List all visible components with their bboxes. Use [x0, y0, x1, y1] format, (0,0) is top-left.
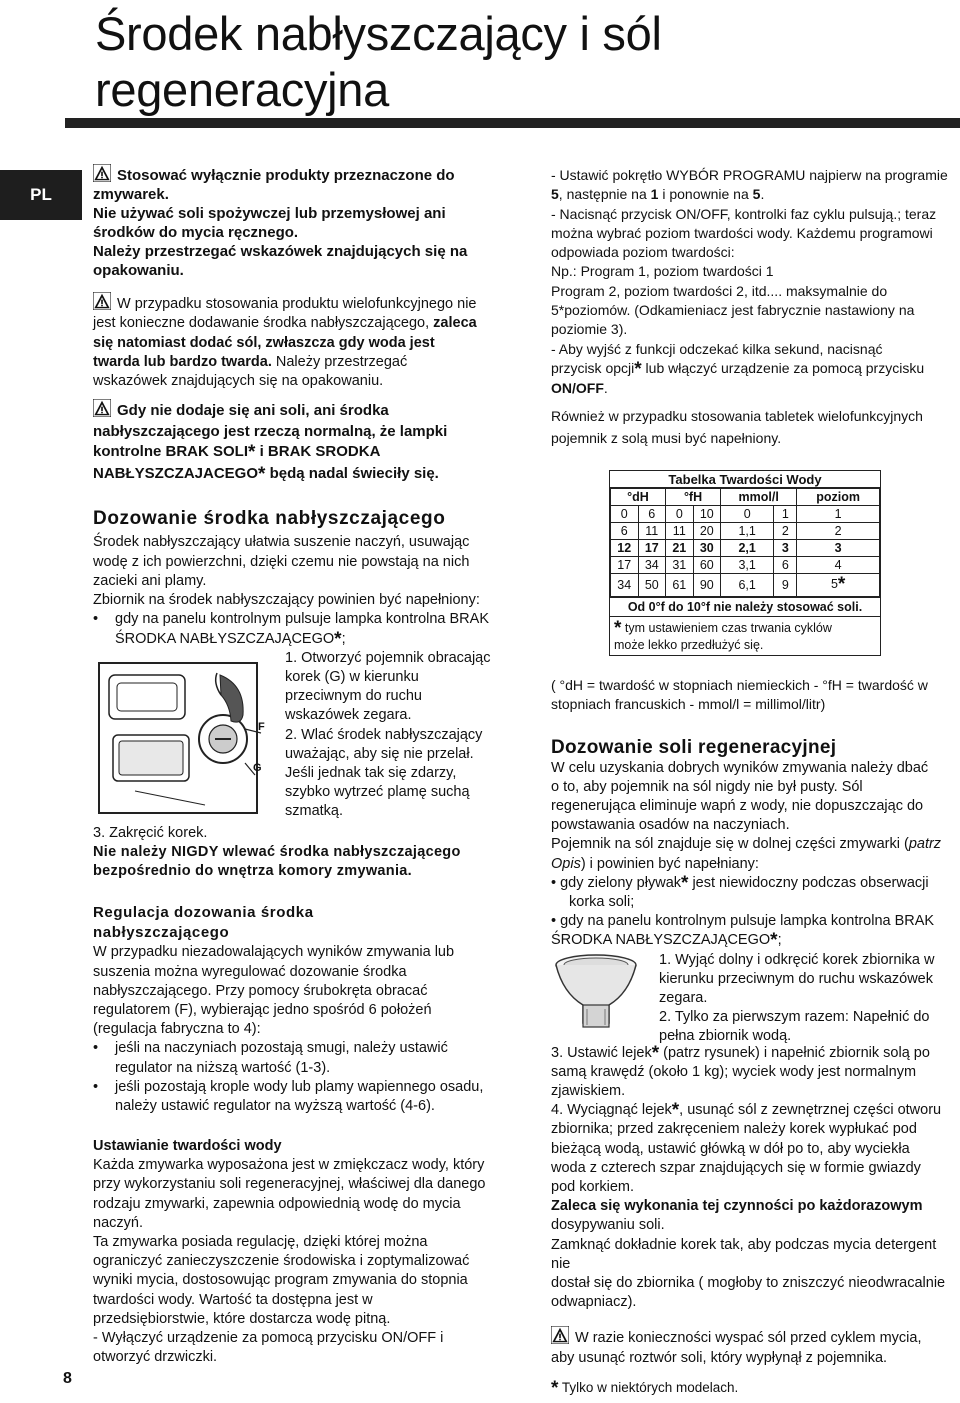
- text-line: Zaleca się wykonania tej czynności po każdorazowym: [551, 1198, 923, 1215]
- asterisk: *: [651, 1042, 660, 1064]
- right-column: [551, 166, 957, 449]
- text-line: nabłyszczającego. Przy pomocy śrubokręta obracać: [93, 982, 428, 999]
- table-cell: 11: [638, 523, 666, 540]
- text-line: Nie należy NIGDY wlewać środka nabłyszczającego: [93, 843, 461, 860]
- table-cell: 17: [611, 557, 639, 574]
- table-cell: 6,1: [721, 574, 774, 597]
- text-line: (regulacja fabryczna to 4):: [93, 1021, 261, 1038]
- table-cell: 9: [774, 574, 797, 597]
- text-line: Należy przestrzegać: [275, 353, 408, 370]
- step-line: 1. Otworzyć pojemnik obracając: [285, 649, 491, 666]
- text-line: Również w przypadku stosowania tabletek wielofunkcyjnych: [551, 407, 923, 424]
- rinse-aid-steps: [285, 649, 500, 822]
- text-line: gdy na panelu kontrolnym pulsuje lampka kontrolna BRAK: [560, 913, 935, 930]
- table-cell: 6: [611, 523, 639, 540]
- table-cell: 60: [693, 557, 721, 574]
- table-note: Od 0°f do 10°f nie należy stosować soli.: [610, 597, 880, 616]
- asterisk: *: [837, 574, 846, 595]
- table-cell-value: 5: [830, 577, 838, 591]
- text-line: woda z czterech szpar znajdujących się w formie gwiazdy: [551, 1159, 921, 1176]
- step-line: Jeśli jednak tak się zdarzy,: [285, 764, 457, 781]
- text-line: Pojemnik na sól znajduje się w dolnej części zmywarki (: [551, 836, 909, 853]
- right-column-lower: [551, 676, 957, 1368]
- text-bold: ON/OFF: [551, 380, 604, 397]
- units-note: [551, 676, 957, 715]
- text-line: ŚRODKA NABŁYSZCZAJĄCEGO: [551, 932, 771, 949]
- page-title-line-1: Środek nabłyszczający i sól: [95, 7, 662, 60]
- warning-text-line: Należy przestrzegać wskazówek znajdujących się na: [93, 243, 468, 260]
- text-line: Np.: Program 1, poziom twardości 1: [551, 263, 774, 280]
- warning-text-line: Nie używać soli spożywczej lub przemysłowej ani: [93, 205, 446, 222]
- text-line: Zbiornik na środek nabłyszczający powinien być napełniony:: [93, 592, 480, 609]
- list-item: [93, 610, 503, 648]
- text-line: się natomiast dodać sól, zwłaszcza gdy woda jest: [93, 334, 435, 351]
- text-line: bieżącą wodą, ustawić główką w dół po to, aby wyciekła: [551, 1140, 910, 1157]
- table-cell: 20: [693, 523, 721, 540]
- text-line: W razie konieczności wyspać sól przed cyklem mycia,: [575, 1330, 922, 1347]
- text-line: W celu uzyskania dobrych wyników zmywania należy dbać: [551, 759, 929, 776]
- text-line: zacieki ani plamy.: [93, 572, 207, 589]
- text-bold: 5: [551, 186, 559, 203]
- text-line: zbiornika; przed zakręceniem należy korek wypłukać pod: [551, 1121, 917, 1138]
- text-line: (patrz rysunek) i napełnić zbiornik solą po: [659, 1044, 930, 1061]
- text-line: regulatorem (F), wybierając jedno spośród 6 położeń: [93, 1001, 432, 1018]
- step-line: korek (G) w kierunku: [285, 668, 419, 685]
- text-line: suszenia można wyregulować dozowanie środka: [93, 963, 407, 980]
- table-cell: 3: [774, 540, 797, 557]
- table-header: mmol/l: [721, 489, 797, 506]
- text-line: i ponownie na: [658, 186, 753, 203]
- text-line: ograniczyć zanieczyszczenie środowiska i zoptymalizować: [93, 1253, 470, 1270]
- step-line: pełna zbiornik wodą.: [659, 1028, 792, 1045]
- asterisk: *: [671, 1100, 680, 1122]
- table-cell: 3: [797, 540, 880, 557]
- text-line: rodzaju zmywarki, zapewnia odpowiednią wodę do mycia: [93, 1195, 461, 1212]
- step-3: 3. Zakręcić korek.: [93, 824, 208, 841]
- text-line: wskazówek znajdujących się na opakowaniu.: [93, 373, 384, 390]
- list-item: [93, 1078, 503, 1116]
- table-cell: 2: [774, 523, 797, 540]
- text-line: W przypadku stosowania produktu wielofunkcyjnego nie: [117, 296, 477, 312]
- table-cell: 0: [721, 506, 774, 523]
- step-line: zegara.: [659, 990, 708, 1007]
- table-header: °dH: [611, 489, 666, 506]
- text-line: bezpośrednio do wnętrza komory zmywania.: [93, 863, 412, 880]
- warning-icon: [93, 399, 111, 417]
- text-line: .: [603, 380, 608, 397]
- asterisk: *: [614, 618, 622, 639]
- table-cell: 30: [693, 540, 721, 557]
- text-line: dosypywaniu soli.: [551, 1217, 665, 1234]
- text-line: wodę z ich powierzchni, dzięki czemu nie powstają na nich: [93, 553, 470, 570]
- hardness-grid: [610, 488, 880, 597]
- text-line: samą krawędź (około 1 kg); wyciek wody jest normalnym: [551, 1063, 917, 1080]
- table-cell: 12: [611, 540, 639, 557]
- text-line: • jeśli na naczyniach pozostają smugi, należy ustawić: [115, 1040, 448, 1057]
- step-line: przeciwnym do ruchu: [285, 688, 422, 705]
- table-cell: 1,1: [721, 523, 774, 540]
- table-cell: 1: [774, 506, 797, 523]
- table-cell: 2: [797, 523, 880, 540]
- text-line: Gdy nie dodaje się ani soli, ani środka: [117, 402, 389, 420]
- text-bold: zaleca: [433, 315, 477, 332]
- table-cell: 11: [666, 523, 694, 540]
- step-line: 2. Wlać środek nabłyszczający: [285, 726, 483, 743]
- left-column: [93, 164, 503, 1367]
- table-cell: 6: [774, 557, 797, 574]
- table-footnote: [610, 616, 880, 655]
- text-line: pod korkiem.: [551, 1179, 635, 1196]
- table-cell: 31: [666, 557, 694, 574]
- text-bold: twarda lub bardzo twarda.: [93, 353, 272, 370]
- warning-text-line: Stosować wyłącznie produkty przeznaczone do: [117, 167, 455, 184]
- section-heading-hardness: Ustawianie twardości wody: [93, 1138, 282, 1155]
- table-row-default: [611, 540, 880, 557]
- text-line: - Aby wyjść z funkcji odczekać kilka sekund, nacisnąć: [551, 340, 883, 357]
- table-cell: 17: [638, 540, 666, 557]
- table-cell: 21: [666, 540, 694, 557]
- text-line: regulator na niższą wartość (1-3).: [115, 1059, 331, 1076]
- text-line: kontrolne BRAK SOLI: [93, 443, 249, 461]
- label-f: F: [258, 720, 265, 733]
- warning-text-line: środków do mycia ręcznego.: [93, 224, 299, 241]
- list-item: • gdy zielony pływak* jest niewidoczny podczas obserwacji korka soli;: [551, 874, 957, 912]
- warning-salt-cycle: [551, 1326, 957, 1367]
- asterisk: *: [681, 872, 689, 894]
- text-line: Każda zmywarka wyposażona jest w zmiękczacz wody, który: [93, 1157, 485, 1174]
- text-line: przy wykorzystaniu soli regeneracyjnej, właściwej dla danego: [93, 1176, 486, 1193]
- table-cell: 34: [611, 574, 639, 597]
- text-line: odwapniacz).: [551, 1294, 637, 1311]
- asterisk: *: [258, 463, 266, 485]
- heading-line: Regulacja dozowania środka: [93, 904, 314, 922]
- table-cell: 2,1: [721, 540, 774, 557]
- salt-more-steps: [551, 1044, 957, 1198]
- section-heading-salt: Dozowanie soli regeneracyjnej: [551, 736, 837, 758]
- step-line: wskazówek zegara.: [285, 707, 412, 724]
- text-line: należy ustawić regulator na wyższą wartość (4-6).: [115, 1097, 435, 1114]
- text-line: powstawania osadów na naczyniach.: [551, 817, 790, 834]
- asterisk: *: [551, 1378, 559, 1399]
- text-line: - Ustawić pokrętło WYBÓR PROGRAMU najpierw na programie: [551, 167, 948, 183]
- text-line: stopniach francuskich - mmol/l = millimol/litr): [551, 696, 826, 713]
- heading-line: nabłyszczającego: [93, 924, 230, 942]
- tablet-note: [551, 405, 957, 449]
- table-cell: [797, 574, 880, 597]
- text-line: ;: [341, 630, 346, 647]
- text-line: poziomie 3).: [551, 321, 628, 338]
- text-bold: 1: [650, 186, 659, 203]
- text-line: Ta zmywarka posiada regulację, dzięki której można: [93, 1233, 428, 1250]
- step-line: kierunku przeciwnym do ruchu wskazówek: [659, 970, 933, 987]
- warning-products: [93, 164, 503, 280]
- table-cell: 0: [666, 506, 694, 523]
- page-number: 8: [63, 1370, 72, 1387]
- list-item: [93, 1039, 503, 1077]
- text-line: ( °dH = twardość w stopniach niemieckich - °fH = twardość w: [551, 677, 928, 693]
- table-header: poziom: [797, 489, 880, 506]
- language-tab: [0, 170, 82, 220]
- text-line: regenerująca eliminuje wapń z wody, nie dopuszczając do: [551, 798, 924, 814]
- text-line: może lekko przedłużyć się.: [614, 638, 764, 652]
- hardness-paragraph: [93, 1156, 503, 1367]
- text-line: W przypadku niezadowalających wyników zmywania lub: [93, 944, 455, 961]
- table-cell: 50: [638, 574, 666, 597]
- table-cell: 3,1: [721, 557, 774, 574]
- title-divider: [65, 118, 960, 128]
- text-line: 4. Wyciągnąć lejek: [551, 1102, 672, 1119]
- step-line: uważając, aby się nie przelał.: [285, 745, 474, 762]
- text-line: aby usunąć roztwór soli, który wypłynął z pojemnika.: [551, 1349, 888, 1366]
- table-cell: 1: [797, 506, 880, 523]
- warning-icon: [551, 1326, 569, 1344]
- table-cell: 34: [638, 557, 666, 574]
- never-warning: [93, 843, 503, 881]
- rinse-aid-paragraph: [93, 533, 503, 610]
- step-line: szybko wytrzeć plamę suchą: [285, 784, 470, 801]
- section-heading-rinse-aid: Dozowanie środka nabłyszczającego: [93, 508, 446, 530]
- footer-note-text: Tylko w niektórych modelach.: [561, 1380, 739, 1395]
- text-line: otworzyć drzwiczki.: [93, 1349, 218, 1366]
- text-line: nabłyszczającego jest rzeczą normalną, że lampki: [93, 422, 448, 440]
- label-g: G: [253, 761, 262, 774]
- text-line: o to, aby pojemnik na sól nigdy nie był pusty. Sól: [551, 778, 863, 795]
- asterisk: *: [334, 628, 342, 650]
- rinse-aid-figure-area: [93, 649, 503, 824]
- text-line: ;: [777, 932, 782, 949]
- page-title: [95, 6, 955, 118]
- funnel-illustration: [551, 953, 641, 1038]
- table-cell: 6: [638, 506, 666, 523]
- text-line: .: [760, 186, 765, 203]
- warning-indicators: [93, 399, 503, 485]
- text-line: tym ustawieniem czas trwania cyklów: [624, 621, 832, 635]
- text-line: twardości wody. Wartość ta dostępna jest w: [93, 1291, 373, 1308]
- text-line: - Wyłączyć urządzenie za pomocą przycisku ON/OFF i: [93, 1329, 444, 1346]
- table-cell: 61: [666, 574, 694, 597]
- text-line: korka soli;: [569, 894, 635, 911]
- step-line: 2. Tylko za pierwszym razem: Napełnić do: [659, 1009, 930, 1026]
- text-line: 3. Ustawić lejek: [551, 1044, 652, 1061]
- text-line: można wybrać poziom twardości wody. Każdemu programowi: [551, 224, 933, 241]
- table-row: [611, 574, 880, 597]
- table-cell: 0: [611, 506, 639, 523]
- regulation-paragraph: [93, 943, 503, 1039]
- text-line: naczyń.: [93, 1214, 143, 1231]
- text-italic: Opis: [551, 855, 581, 872]
- text-line: jest niewidoczny podczas obserwacji: [688, 874, 929, 891]
- language-label: PL: [30, 185, 52, 204]
- text-line: • gdy na panelu kontrolnym pulsuje lampka kontrolna BRAK: [115, 611, 489, 628]
- section-heading-regulation: [93, 903, 503, 943]
- salt-figure-area: [551, 951, 957, 1044]
- text-line: odpowiada poziom twardości:: [551, 244, 735, 261]
- page-title-line-2: regeneracyjna: [95, 63, 389, 116]
- salt-recommendation: [551, 1197, 957, 1235]
- step-line: szmatką.: [285, 803, 344, 820]
- text-line: Środek nabłyszczający ułatwia suszenie naczyń, usuwając: [93, 534, 470, 551]
- text-line: ) i powinien być napełniany:: [580, 855, 759, 872]
- text-line: , usunąć sól z zewnętrznej części otworu: [679, 1102, 942, 1119]
- text-bold: 5: [752, 186, 761, 203]
- warning-multifunction: [93, 292, 503, 391]
- asterisk: *: [770, 930, 778, 952]
- text-line: , następnie na: [558, 186, 651, 203]
- text-line: wyniki mycia, dostosowując program zmywania do stopnia: [93, 1272, 468, 1289]
- text-line: przycisk opcji: [551, 359, 635, 376]
- water-hardness-table: [609, 470, 881, 656]
- text-line: zjawiskiem.: [551, 1083, 626, 1100]
- table-row: [611, 557, 880, 574]
- text-line: będą nadal świeciły się.: [269, 464, 439, 482]
- text-line: przedsiębiorstwie, które dostarcza wodę pitną.: [93, 1310, 391, 1327]
- table-cell: 90: [693, 574, 721, 597]
- hardness-procedure: [551, 166, 957, 399]
- text-line: lub włączyć urządzenie za pomocą przycisku: [641, 359, 925, 376]
- warning-icon: [93, 292, 111, 310]
- text-line: pojemnik z solą musi być napełniony.: [551, 429, 782, 446]
- text-line: jest konieczne dodawanie środka nabłyszczającego,: [93, 315, 430, 332]
- text-line: dostał się do zbiornika ( mogłoby to zniszczyć nieodwracalnie: [551, 1275, 946, 1292]
- table-row: [611, 506, 880, 523]
- salt-paragraph: [551, 759, 957, 874]
- step-line: 1. Wyjąć dolny i odkręcić korek zbiornika w: [659, 951, 935, 968]
- salt-steps: [659, 951, 959, 1047]
- text-line: i BRAK SRODKA: [259, 443, 381, 461]
- text-line: 5*poziomów. (Odkamieniacz jest fabrycznie nastawiony na: [551, 302, 915, 319]
- warning-icon: [93, 164, 111, 182]
- list-item: • gdy na panelu kontrolnym pulsuje lampka kontrolna BRAK ŚRODKA NABŁYSZCZAJĄCEGO*;: [551, 913, 935, 952]
- table-header: °fH: [666, 489, 721, 506]
- rinse-aid-dispenser-illustration: [95, 655, 275, 820]
- table-title: Tabelka Twardości Wody: [610, 471, 880, 488]
- asterisk: *: [634, 358, 642, 380]
- text-line: NABŁYSZCZAJACEGO: [93, 464, 259, 482]
- text-line: Zamknąć dokładnie korek tak, aby podczas mycia detergent nie: [551, 1236, 937, 1272]
- text-line: gdy zielony pływak: [560, 874, 682, 891]
- text-line: Program 2, poziom twardości 2, itd.... maksymalnie do: [551, 282, 888, 299]
- table-cell: 4: [797, 557, 880, 574]
- salt-closing: [551, 1236, 957, 1313]
- asterisk: *: [248, 442, 256, 464]
- footer-note: [551, 1378, 738, 1400]
- warning-text-line: opakowaniu.: [93, 262, 184, 279]
- table-cell: 10: [693, 506, 721, 523]
- table-row: [611, 523, 880, 540]
- text-line: • jeśli pozostają krople wody lub plamy wapiennego osadu,: [115, 1078, 484, 1095]
- text-italic: patrz: [908, 836, 942, 853]
- text-line: ŚRODKA NABŁYSZCZAJĄCEGO: [115, 630, 335, 647]
- text-line: - Nacisnąć przycisk ON/OFF, kontrolki faz cyklu pulsują.; teraz: [551, 205, 937, 222]
- warning-text-line: zmywarek.: [93, 186, 169, 203]
